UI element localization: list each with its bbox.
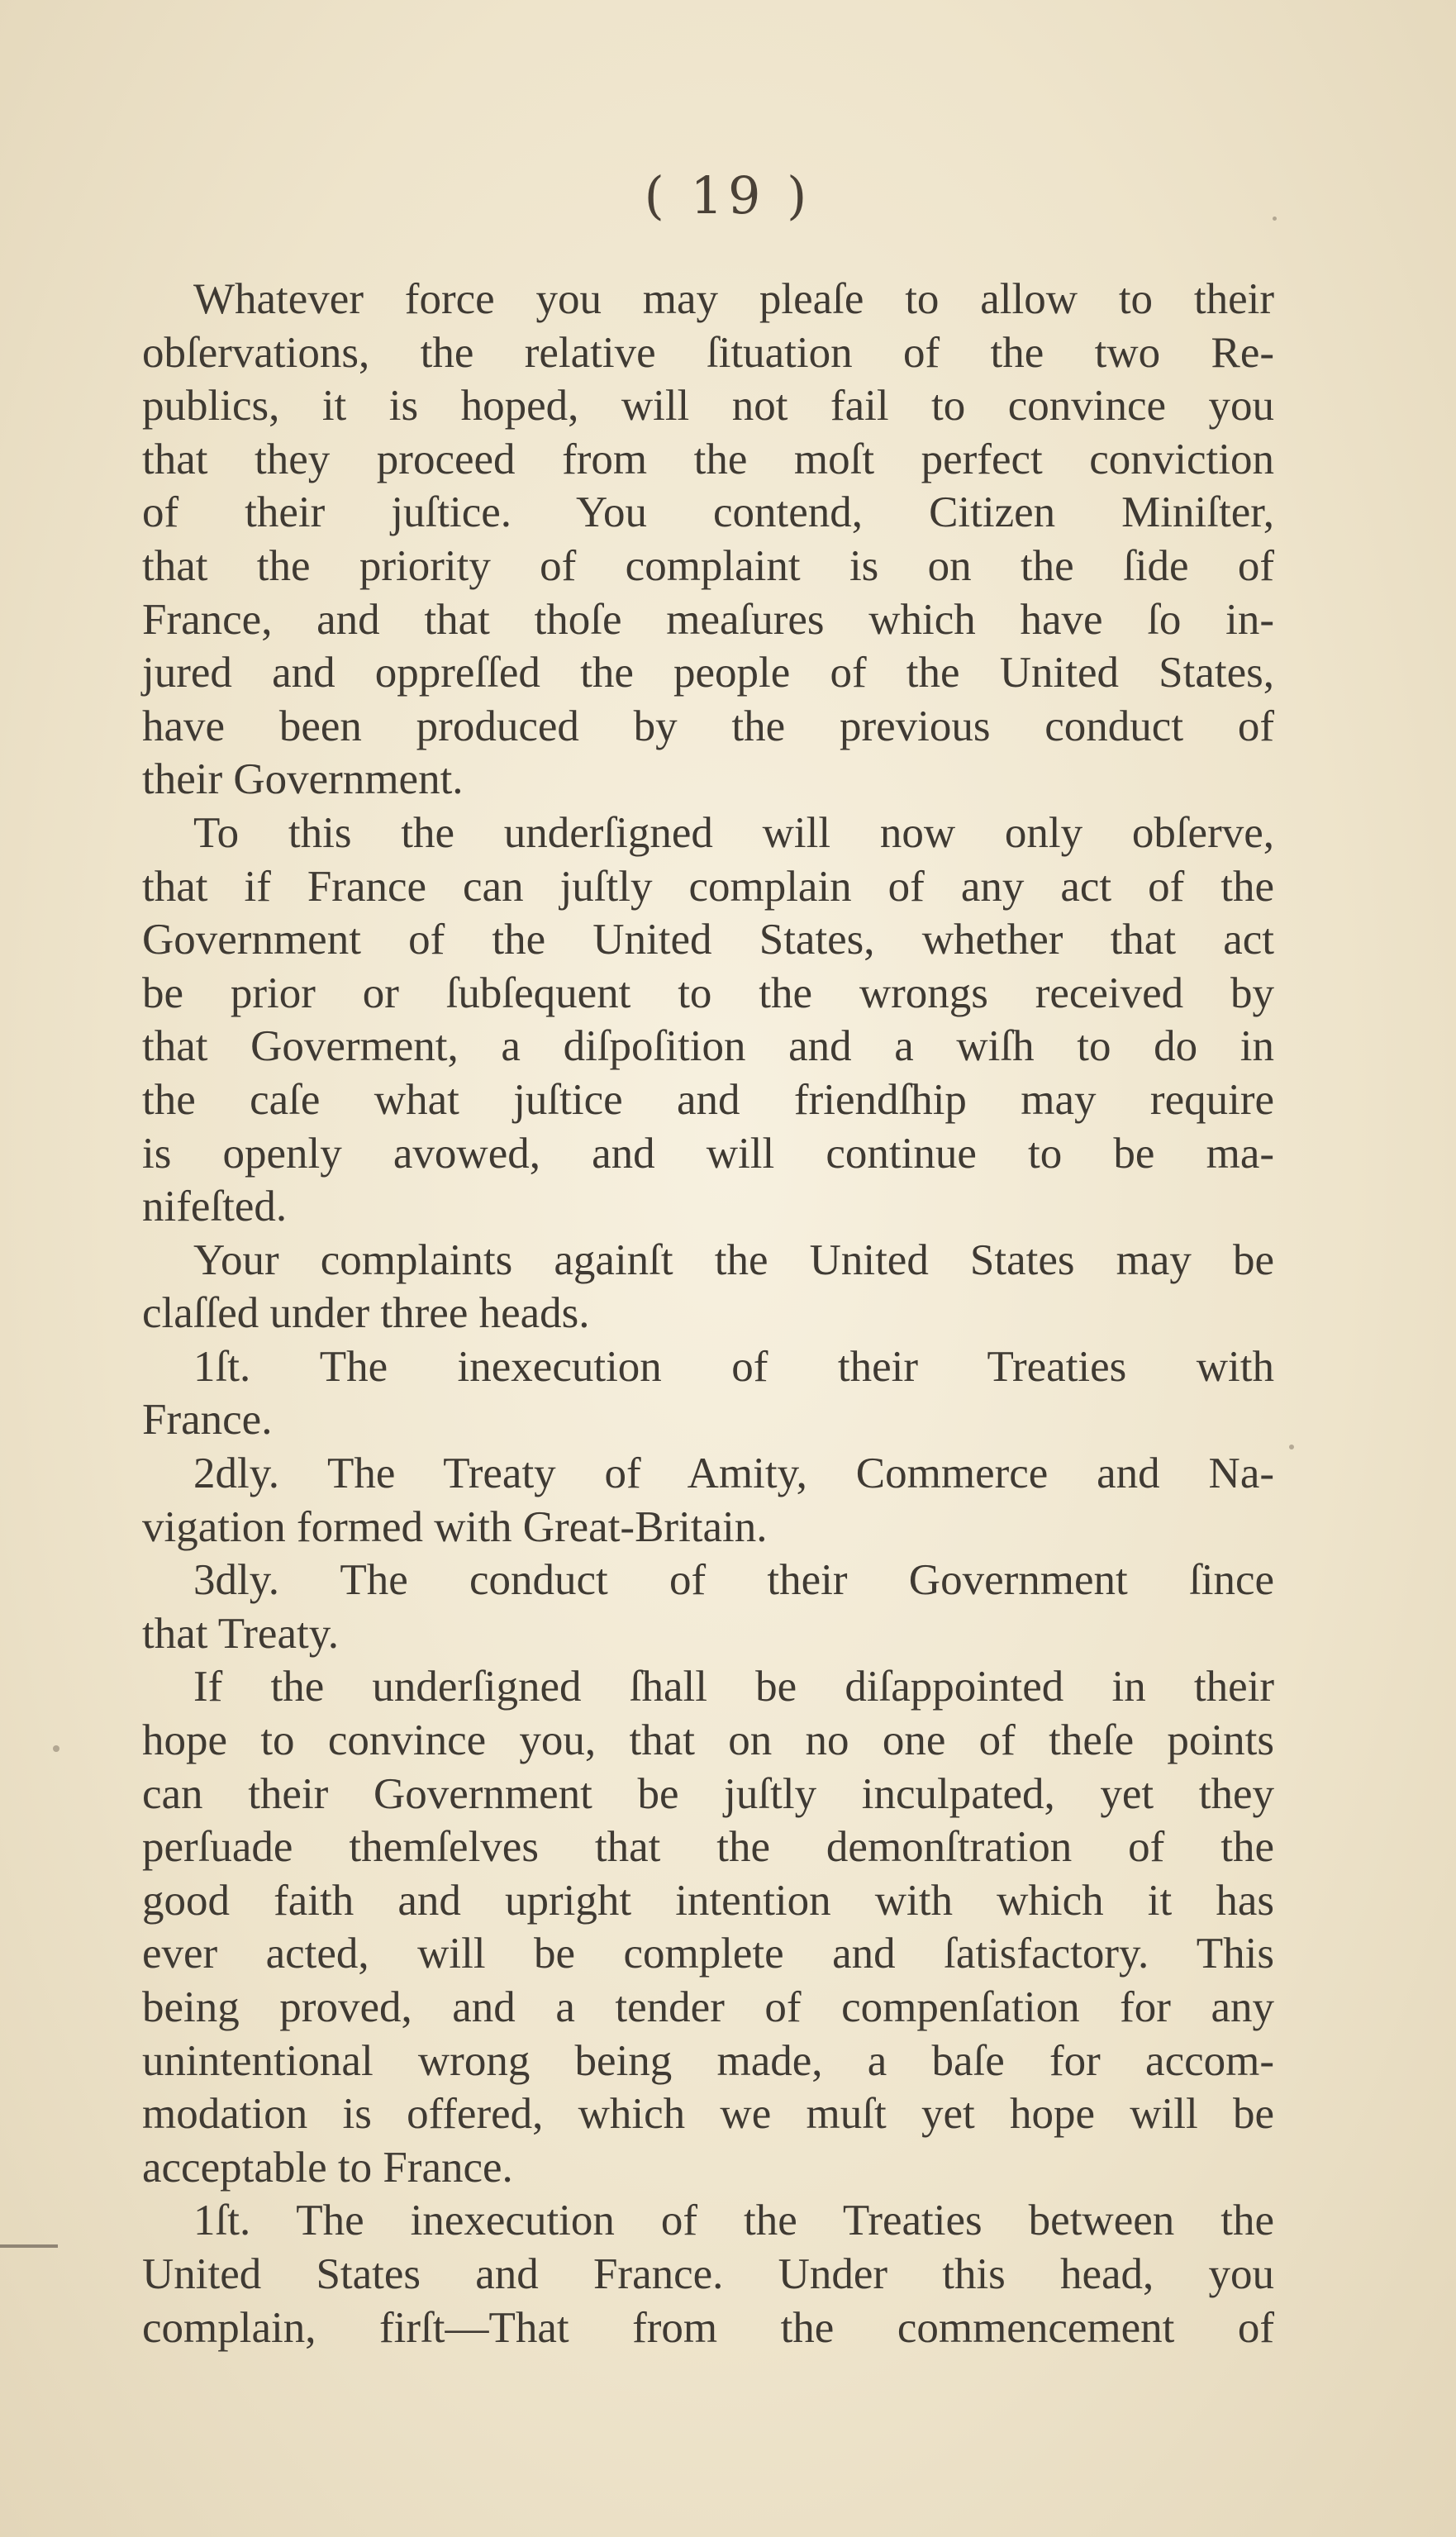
text-line: United States and France. Under this head, you — [142, 2249, 1274, 2298]
text-line: 1ſt. The inexecution of their Treaties with — [193, 1342, 1274, 1391]
page-number: ( 19 ) — [644, 165, 812, 226]
text-line: Whatever force you may pleaſe to allow to their — [193, 275, 1274, 323]
text-line: complain, firſt—That from the commencement of — [142, 2303, 1274, 2352]
text-line: 3dly. The conduct of their Government ſince — [193, 1556, 1274, 1605]
text-line: France, and that thoſe meaſures which have ſo in- — [142, 595, 1274, 644]
margin-mark — [0, 2244, 58, 2248]
text-line: If the underſigned ſhall be diſappointed in their — [193, 1663, 1274, 1711]
text-line: modation is offered, which we muſt yet hope will be — [142, 2090, 1274, 2139]
text-line: their Government. — [142, 755, 464, 804]
paper-speck — [53, 1745, 59, 1752]
text-line: can their Government be juſtly inculpated, yet they — [142, 1769, 1274, 1818]
text-line: claſſed under three heads. — [142, 1289, 590, 1338]
text-line: that the priority of complaint is on the ſide of — [142, 541, 1274, 590]
text-line: jured and oppreſſed the people of the United States, — [142, 649, 1274, 697]
text-line: that if France can juſtly complain of any act of the — [142, 862, 1274, 911]
body-text — [142, 273, 1274, 2354]
text-line: vigation formed with Great-Britain. — [142, 1502, 768, 1551]
paper-speck — [1273, 217, 1277, 221]
paper-speck — [1289, 1445, 1294, 1449]
text-line: ever acted, will be complete and ſatisfactory. This — [142, 1930, 1274, 1978]
text-line: be prior or ſubſequent to the wrongs received by — [142, 969, 1274, 1017]
text-line: Government of the United States, whether that act — [142, 916, 1274, 964]
text-line: France. — [142, 1396, 273, 1445]
text-line: good faith and upright intention with which it has — [142, 1876, 1274, 1925]
text-line: Your complaints againſt the United States may be — [193, 1235, 1274, 1284]
text-line: that Goverment, a diſpoſition and a wiſh to do in — [142, 1022, 1274, 1071]
text-line: have been produced by the previous conduct of — [142, 702, 1274, 750]
text-line: 2dly. The Treaty of Amity, Commerce and Na- — [193, 1449, 1274, 1498]
text-line: acceptable to France. — [142, 2143, 513, 2192]
text-line: publics, it is hoped, will not fail to convince you — [142, 382, 1274, 431]
text-line: hope to convince you, that on no one of theſe points — [142, 1716, 1274, 1765]
text-line: that they proceed from the moſt perfect conviction — [142, 435, 1274, 483]
text-line: perſuade themſelves that the demonſtration of the — [142, 1823, 1274, 1872]
text-line: being proved, and a tender of compenſation for any — [142, 1983, 1274, 2031]
text-line: of their juſtice. You contend, Citizen Miniſter, — [142, 488, 1274, 537]
text-line: nifeſted. — [142, 1183, 288, 1231]
text-line: unintentional wrong being made, a baſe for accom- — [142, 2036, 1274, 2085]
text-line: To this the underſigned will now only obſerve, — [193, 808, 1274, 857]
text-line: that Treaty. — [142, 1609, 340, 1658]
text-line: is openly avowed, and will continue to be ma- — [142, 1129, 1274, 1178]
text-line: the caſe what juſtice and friendſhip may require — [142, 1075, 1274, 1124]
text-line: 1ſt. The inexecution of the Treaties between the — [193, 2197, 1274, 2245]
text-line: obſervations, the relative ſituation of the two Re- — [142, 328, 1274, 377]
